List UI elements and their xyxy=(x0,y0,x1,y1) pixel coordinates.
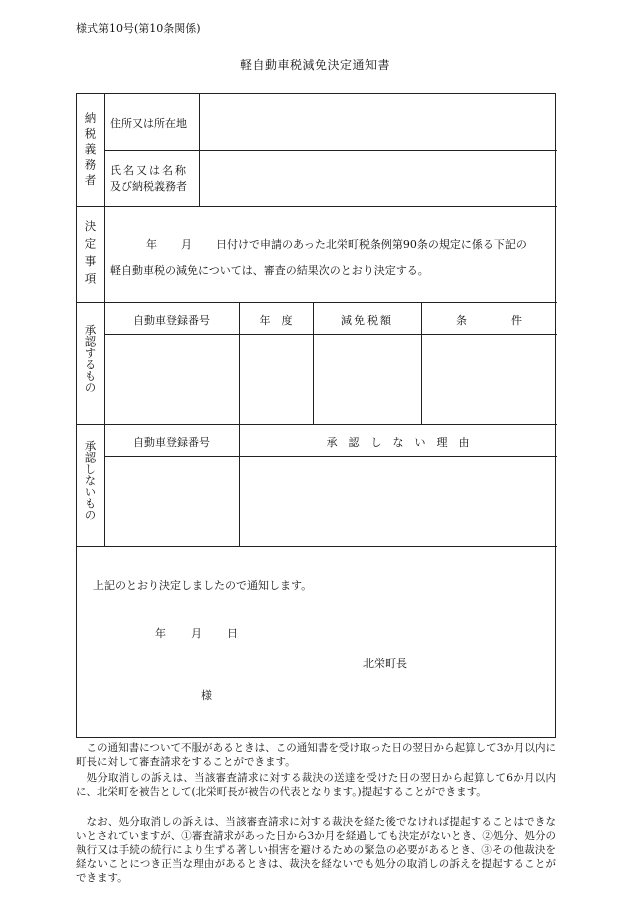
approved-col-year: 年 度 xyxy=(259,314,293,327)
taxpayer-field-divider xyxy=(199,94,200,206)
approved-col-amount: 減免税額 xyxy=(341,314,393,327)
issuer-name: 北栄町長 xyxy=(363,657,407,670)
divider-taxpayer-rows xyxy=(104,150,557,151)
divider-not-approved xyxy=(77,424,557,425)
divider-approved-header xyxy=(104,334,557,335)
name-field[interactable] xyxy=(203,154,549,202)
approved-label: 承認するもの xyxy=(83,324,98,393)
not-approved-label: 承認しないもの xyxy=(83,440,98,521)
notice-date-month: 月 xyxy=(191,627,202,640)
footnote-lawsuit: 処分取消しの訴えは、当該審査請求に対する裁決の送達を受けた日の翌日から起算して6か月以内に、北栄町を被告として(北栄町長が被告の代表となります。)提起することができます。 xyxy=(76,772,556,798)
approved-col-conditions: 条 件 xyxy=(456,314,522,327)
address-field[interactable] xyxy=(203,98,549,146)
footnote-exceptions: なお、処分取消しの訴えは、当該審査請求に対する裁決を経た後でなければ提起することはできないとされていますが、①審査請求があった日から3か月を経過しても決定がないとき、②処分、処分の執行又は手続の続行により生ずる著しい損害を避けるための緊急の必要があるとき、③その他裁決を経ないことにつき正当な理由があるときは、裁決を経ないでも処分の取消しの訴えを提起することができます。 xyxy=(76,816,556,884)
notice-statement: 上記のとおり決定しましたので通知します。 xyxy=(93,579,313,592)
divider-notice xyxy=(77,546,557,547)
registration-column-divider xyxy=(239,302,240,546)
taxpayer-label: 納税義務者 xyxy=(83,112,98,190)
decision-month: 月 xyxy=(181,238,192,251)
document-title: 軽自動車税減免決定通知書 xyxy=(239,58,390,72)
notice-date-day: 日 xyxy=(227,627,238,640)
not-approved-col-registration: 自動車登録番号 xyxy=(133,436,210,449)
decision-label: 決定事項 xyxy=(83,220,98,290)
divider-approved xyxy=(77,302,557,303)
decision-text-line1: 日付けで申請のあった北栄町税条例第90条の規定に係る下記の xyxy=(216,238,527,251)
address-label: 住所又は所在地 xyxy=(110,117,187,130)
divider-decision xyxy=(77,206,557,207)
form-number: 様式第10号(第10条関係) xyxy=(76,22,201,35)
approved-col-registration: 自動車登録番号 xyxy=(133,314,210,327)
divider-not-approved-header xyxy=(104,456,557,457)
decision-text-line2: 軽自動車税の減免については、審査の結果次のとおり決定する。 xyxy=(110,264,429,277)
notice-date-year: 年 xyxy=(155,627,166,640)
footnote-appeal: この通知書について不服があるときは、この通知書を受け取った日の翌日から起算して3か月以内に町長に対して審査請求をすることができます。 xyxy=(76,742,556,768)
not-approved-col-reason: 承 認 し な い 理 由 xyxy=(326,436,470,449)
form-table xyxy=(76,93,556,738)
recipient-honorific: 様 xyxy=(201,689,212,702)
name-label-line2: 及び納税義務者 xyxy=(110,180,187,193)
name-label-line1: 氏名又は名称 xyxy=(110,164,188,177)
decision-year: 年 xyxy=(146,238,157,251)
